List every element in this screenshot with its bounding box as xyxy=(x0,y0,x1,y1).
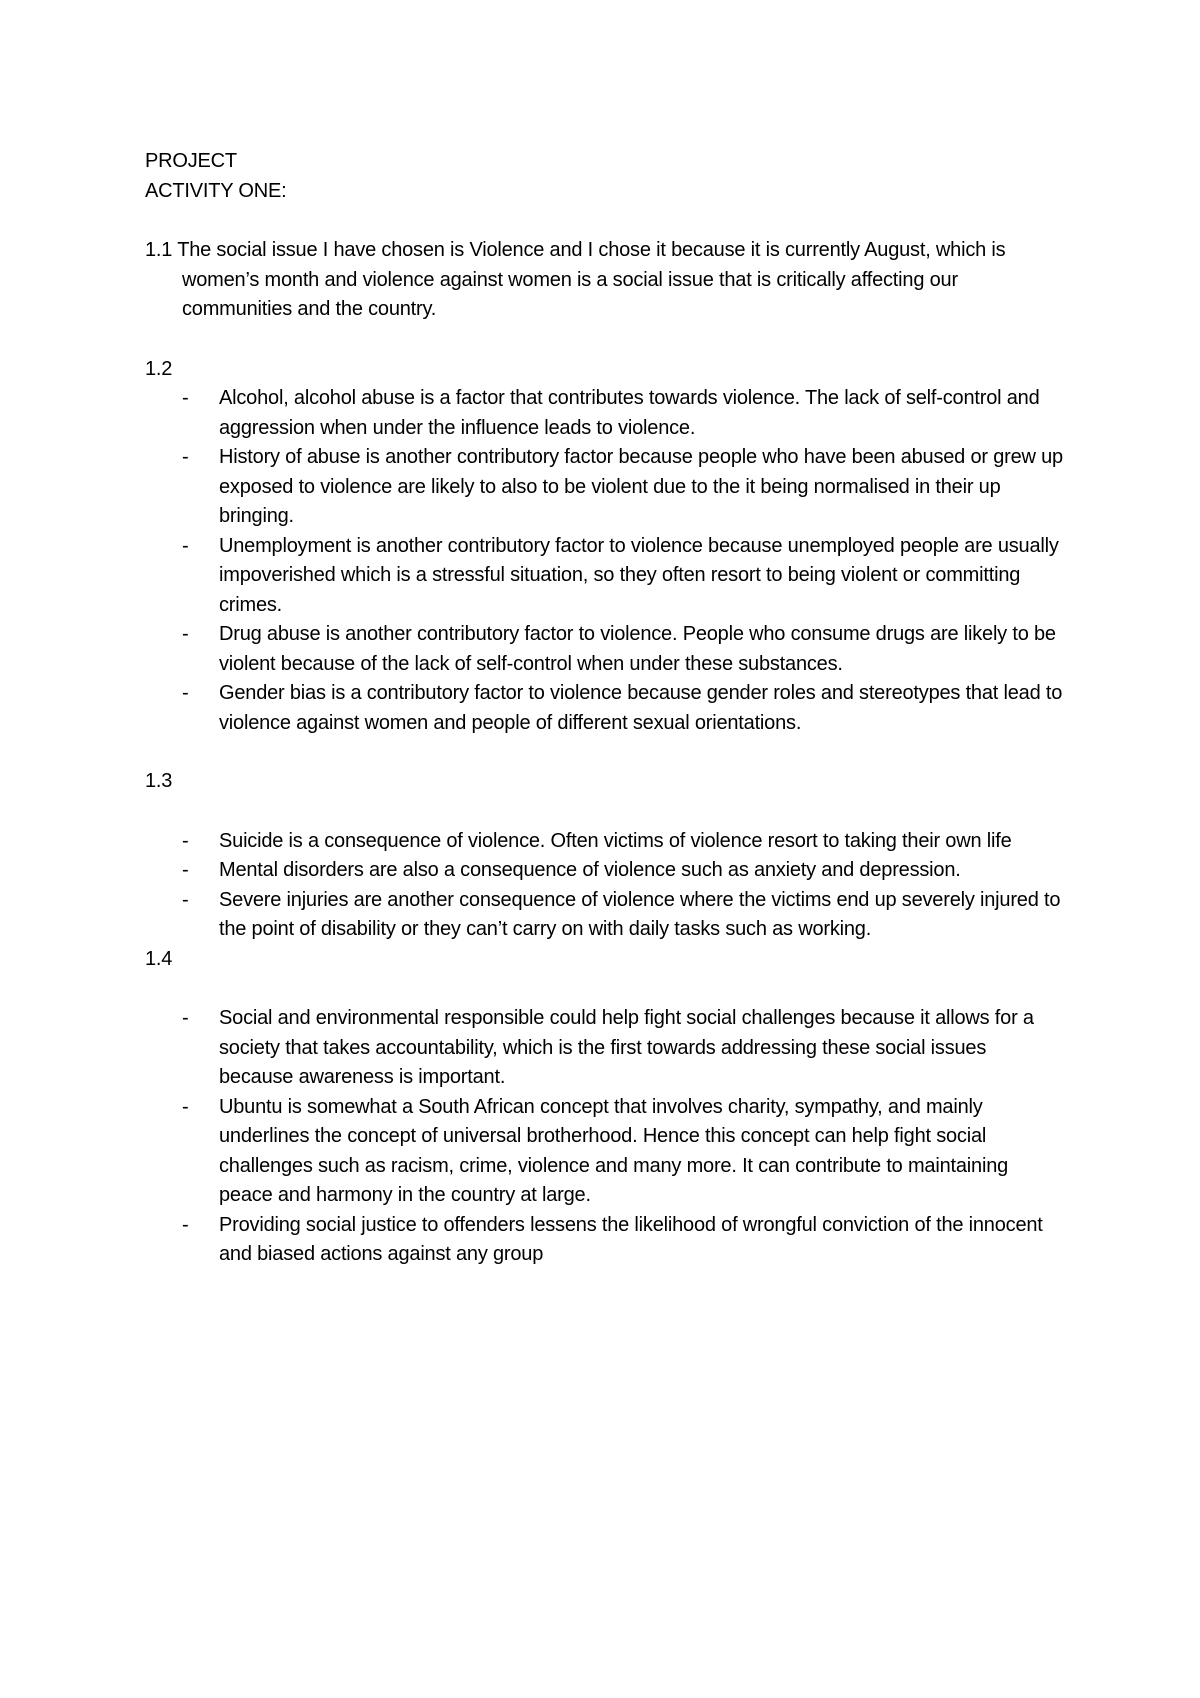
section-1-2-list xyxy=(145,384,1065,738)
bullet-dash: - xyxy=(182,446,189,468)
list-item: - Severe injuries are another consequence of violence where the victims end up severely injured to the point of disability or they can’t carry on with daily tasks such as working. xyxy=(145,886,1065,945)
section-1-3-list xyxy=(145,827,1065,945)
section-1-3-number: 1.3 xyxy=(145,770,173,792)
list-item: - Drug abuse is another contributory factor to violence. People who consume drugs are likely to be violent because of the lack of self-control when under these substances. xyxy=(145,620,1065,679)
list-item: - History of abuse is another contributory factor because people who have been abused or grew up exposed to violence are likely to also to be violent due to the it being normalised in their up bringing. xyxy=(145,443,1065,532)
section-number: 1.1 xyxy=(145,239,173,261)
bullet-dash: - xyxy=(182,1095,189,1118)
bullet-dash: - xyxy=(182,888,189,911)
section-1-4-number: 1.4 xyxy=(145,947,173,970)
activity-heading: ACTIVITY ONE: xyxy=(145,179,287,202)
document-title: PROJECT xyxy=(145,150,237,172)
bullet-dash: - xyxy=(182,534,189,557)
section-1-4-list xyxy=(145,1004,1065,1270)
bullet-dash: - xyxy=(182,1213,189,1236)
list-item: - Unemployment is another contributory factor to violence because unemployed people are usually impoverished which is a stressful situation, so they often resort to being violent or committing crimes. xyxy=(145,532,1065,621)
list-item: - Providing social justice to offenders lessens the likelihood of wrongful conviction of the innocent and biased actions against any group xyxy=(145,1211,1065,1270)
bullet-dash: - xyxy=(182,682,189,704)
bullet-dash: - xyxy=(182,1007,189,1029)
section-1-1 xyxy=(145,236,1065,325)
section-1-2-number: 1.2 xyxy=(145,357,173,380)
list-item: - Gender bias is a contributory factor to violence because gender roles and stereotypes that lead to violence against women and people of different sexual orientations. xyxy=(145,679,1065,738)
list-item: - Mental disorders are also a consequence of violence such as anxiety and depression. xyxy=(145,856,1065,886)
bullet-dash: - xyxy=(182,387,189,409)
list-item: - Ubuntu is somewhat a South African concept that involves charity, sympathy, and mainly underlines the concept of universal brotherhood. Hence this concept can help fight social challenges such as racism, crime, violence and many more. It can contribute to maintaining peace and harmony in the country at large. xyxy=(145,1093,1065,1211)
section-1-1-text: The social issue I have chosen is Violence and I chose it because it is currently August, which is women’s month and violence against women is a social issue that is critically affecting our communities and the country. xyxy=(177,239,1006,320)
document-body xyxy=(145,147,1065,1270)
bullet-dash: - xyxy=(182,829,189,852)
bullet-dash: - xyxy=(182,623,189,645)
list-item: - Alcohol, alcohol abuse is a factor that contributes towards violence. The lack of self-control and aggression when under the influence leads to violence. xyxy=(145,384,1065,443)
bullet-dash: - xyxy=(182,859,189,881)
list-item: - Suicide is a consequence of violence. Often victims of violence resort to taking their own life xyxy=(145,827,1065,857)
list-item: - Social and environmental responsible could help fight social challenges because it allows for a society that takes accountability, which is the first towards addressing these social issues because awareness is important. xyxy=(145,1004,1065,1093)
